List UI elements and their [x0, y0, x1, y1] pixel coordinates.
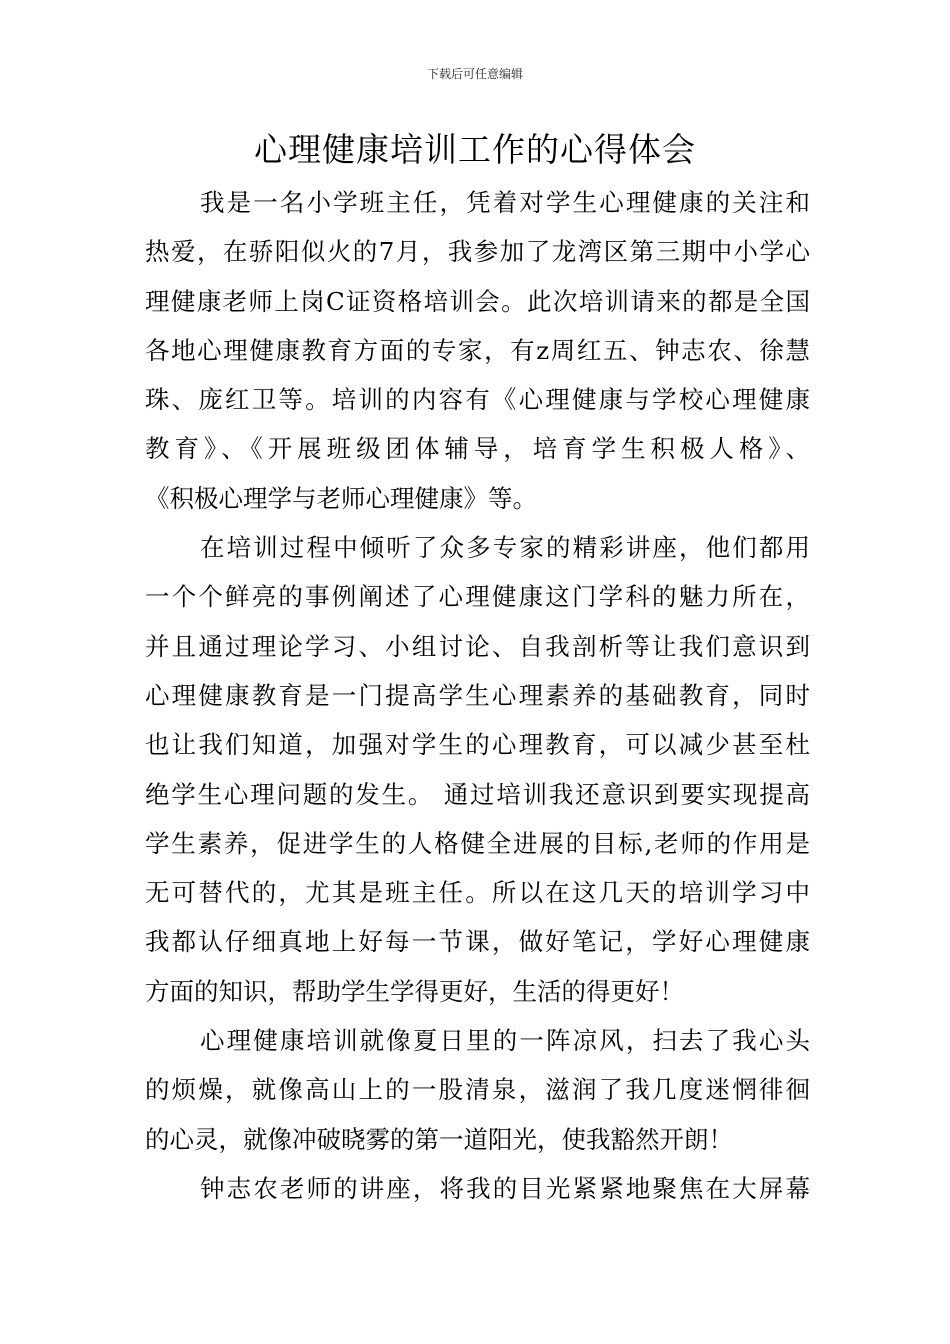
paragraph-line: 热爱，在骄阳似火的7月，我参加了龙湾区第三期中小学心 — [145, 237, 810, 267]
paragraph-line: 在培训过程中倾听了众多专家的精彩讲座，他们都用 — [200, 533, 810, 563]
paragraph-line: 学生素养，促进学生的人格健全进展的目标,老师的作用是 — [145, 828, 810, 858]
paragraph-line: 方面的知识，帮助学生学得更好，生活的得更好！ — [145, 976, 684, 1006]
paragraph-line: 教育》、《开展班级团体辅导，培育学生积极人格》、 — [145, 434, 810, 464]
document-body — [145, 178, 810, 1213]
paragraph-line: 心理健康培训就像夏日里的一阵凉风，扫去了我心头 — [200, 1026, 810, 1056]
paragraph-line: 的烦燥，就像高山上的一股清泉，滋润了我几度迷惘徘徊 — [145, 1075, 810, 1105]
paragraph-line: 心理健康教育是一门提高学生心理素养的基础教育，同时 — [145, 680, 810, 710]
paragraph-1 — [145, 178, 810, 523]
paragraph-line: 也让我们知道，加强对学生的心理教育，可以减少甚至杜 — [145, 730, 810, 760]
paragraph-line: 钟志农老师的讲座，将我的目光紧紧地聚焦在大屏幕 — [200, 1173, 810, 1203]
paragraph-3 — [145, 1016, 810, 1164]
header-note: 下载后可任意编辑 — [426, 67, 523, 81]
paragraph-line: 一个个鲜亮的事例阐述了心理健康这门学科的魅力所在， — [145, 582, 810, 612]
document-title: 心理健康培训工作的心得体会 — [254, 130, 696, 169]
paragraph-line: 无可替代的，尤其是班主任。所以在这几天的培训学习中 — [145, 878, 810, 908]
paragraph-2 — [145, 523, 810, 1016]
paragraph-line: 的心灵，就像冲破晓雾的第一道阳光，使我豁然开朗！ — [145, 1124, 733, 1154]
paragraph-line: 各地心理健康教育方面的专家，有z周红五、钟志农、徐慧 — [145, 335, 810, 365]
paragraph-line: 理健康老师上岗C证资格培训会。此次培训请来的都是全国 — [145, 286, 810, 316]
paragraph-line: 我是一名小学班主任，凭着对学生心理健康的关注和 — [200, 188, 810, 217]
paragraph-line: 绝学生心理问题的发生。 通过培训我还意识到要实现提高 — [145, 779, 810, 809]
paragraph-line: 珠、庞红卫等。培训的内容有《心理健康与学校心理健康 — [145, 385, 810, 415]
paragraph-line: 并且通过理论学习、小组讨论、自我剖析等让我们意识到 — [145, 631, 810, 661]
paragraph-4 — [145, 1164, 810, 1213]
paragraph-line: 《积极心理学与老师心理健康》等。 — [145, 483, 537, 513]
paragraph-line: 我都认仔细真地上好每一节课，做好笔记，学好心理健康 — [145, 927, 810, 957]
